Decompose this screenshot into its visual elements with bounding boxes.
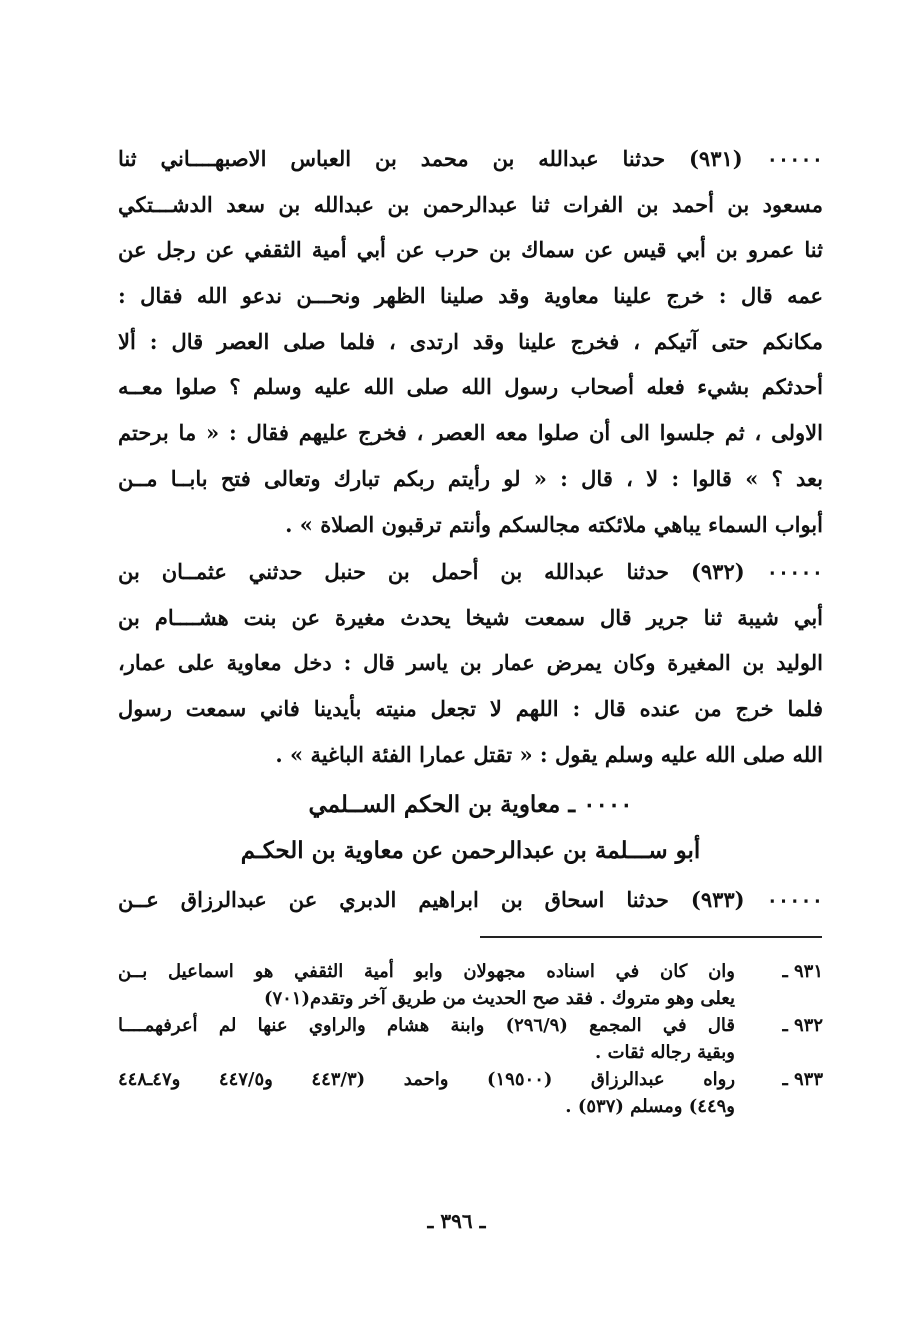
section-subheading: أبو ســـلمة بن عبدالرحمن عن معاوية بن الحكـم	[240, 837, 701, 864]
footnote-933	[118, 1066, 823, 1120]
text-line: أبواب السماء يباهي ملائكته مجالسكم وأنتم ترقبون الصلاة » .	[285, 511, 823, 537]
text-line: أحدثكم بشيء فعله أصحاب رسول الله صلى الله عليه وسلم ؟ صلوا معــه	[118, 374, 823, 400]
text-line: الاولى ، ثم جلسوا الى أن صلوا معه العصر ، فخرج عليهم فقال : « ما برحتم	[118, 420, 823, 446]
text-line: ٠٠٠٠٠ (٩٣٢) حدثنا عبدالله بن أحمل بن حنبل حدثني عثمــان بن	[118, 559, 823, 584]
hadith-paragraph-932	[118, 549, 823, 777]
footnote-number: ٩٣١ ـ	[782, 961, 823, 982]
footnote-number: ٩٣٢ ـ	[782, 1015, 823, 1036]
text-line: مكانكم حتى آتيكم ، فخرج علينا وقد ارتدى ، فلما صلى العصر قال : ألا	[118, 328, 823, 354]
text-line: بعد ؟ » قالوا : لا ، قال : « لو رأيتم ربكم تبارك وتعالى فتح بابــا مــن	[118, 465, 823, 491]
footnote-line: وبقية رجاله ثقات .	[595, 1042, 735, 1063]
footnote-932	[118, 1012, 823, 1066]
footnotes	[118, 958, 823, 1120]
footnote-number: ٩٣٣ ـ	[782, 1069, 823, 1090]
text-line: مسعود بن أحمد بن الفرات ثنا عبدالرحمن بن عبدالله بن سعد الدشـــتكي	[118, 191, 823, 217]
text-line: أبي شيبة ثنا جرير قال سمعت شيخا يحدث مغيرة عن بنت هشــــام بن	[118, 604, 823, 630]
footnote-body	[118, 1066, 735, 1120]
footnote-line: وان كان في اسناده مجهولان وابو أمية الثقفي هو اسماعيل بــن	[118, 961, 735, 982]
text-line: فلما خرج من عنده قال : اللهم لا تجعل منيته بأيدينا فاني سمعت رسول	[118, 696, 823, 722]
text-line: ٠٠٠٠٠ (٩٣٣) حدثنا اسحاق بن ابراهيم الدبري عن عبدالرزاق عــن	[118, 887, 823, 912]
footnote-line: يعلى وهو متروك . فقد صح الحديث من طريق آخر وتقدم(٧٠١)	[263, 988, 735, 1009]
footnote-line: و٤٤٩) ومسلم (٥٣٧) .	[565, 1096, 735, 1117]
hadith-paragraph-931	[118, 136, 823, 547]
page-number: ـ ٣٩٦ ـ	[427, 1209, 486, 1233]
text-line: عمه قال : خرج علينا معاوية وقد صلينا الظهر ونحـــن ندعو الله فقال :	[118, 283, 823, 309]
footnote-body	[118, 1012, 735, 1066]
footnote-body	[118, 958, 735, 1012]
hadith-paragraph-933	[118, 877, 823, 923]
footnote-line: رواه عبدالرزاق (١٩٥٠٠) واحمد (٤٤٣/٣ و٤٤٧/٥ و٤٧ـ٤٤٨	[118, 1069, 735, 1090]
text-line: ٠٠٠٠٠ (٩٣١) حدثنا عبدالله بن محمد بن العباس الاصبهــــاني ثنا	[118, 146, 823, 171]
text-line: الوليد بن المغيرة وكان يمرض عمار بن ياسر قال : دخل معاوية على عمار،	[118, 650, 823, 676]
text-line: ثنا عمرو بن أبي قيس عن سماك بن حرب عن أبي أمية الثقفي عن رجل عن	[118, 237, 823, 263]
footnote-931	[118, 958, 823, 1012]
footnote-line: قال في المجمع (٢٩٦/٩) وابنة هشام والراوي عنها لم أعرفهمــــا	[118, 1015, 735, 1036]
footnote-divider	[480, 936, 822, 938]
section-heading: ٠٠٠٠ ـ معاوية بن الحكم الســلمي	[308, 791, 633, 818]
text-line: الله صلى الله عليه وسلم يقول : « تقتل عمارا الفئة الباغية » .	[275, 741, 823, 767]
